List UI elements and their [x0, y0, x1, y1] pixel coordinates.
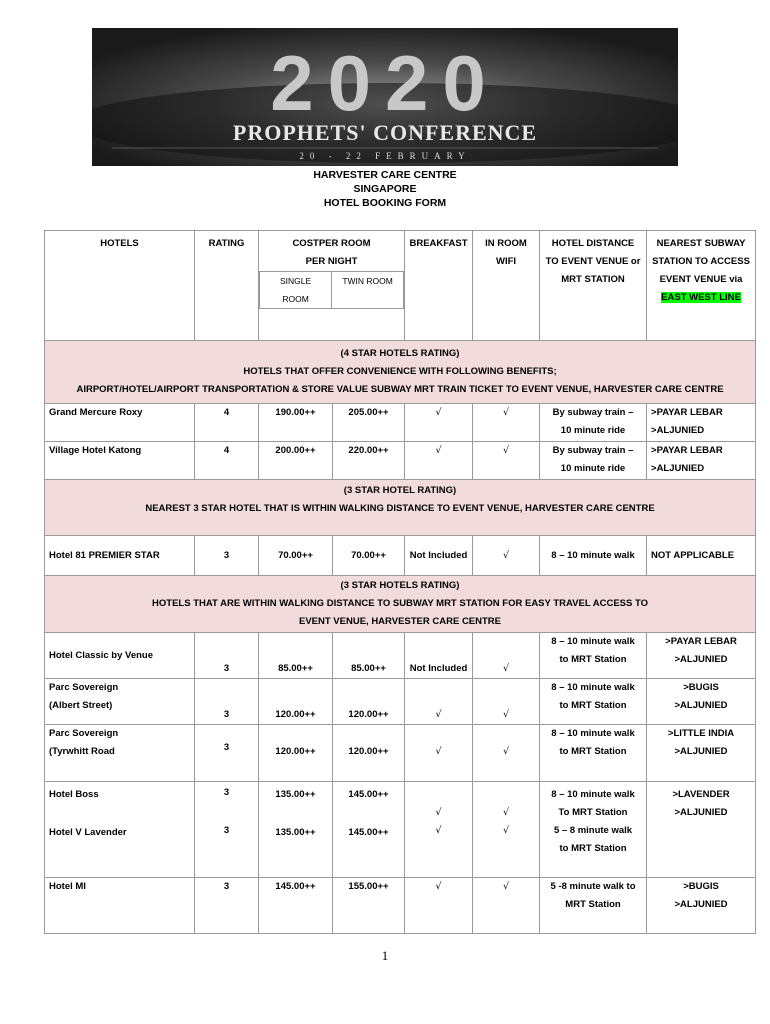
section-title: (4 STAR HOTELS RATING): [340, 348, 460, 359]
col-cost: [259, 231, 405, 341]
hotel-row: [45, 536, 756, 576]
breakfast-status: Not Included: [405, 633, 473, 679]
hotel-rating: [195, 782, 259, 878]
distance-line: By subway train –: [552, 407, 634, 418]
hotel-row: [45, 725, 756, 782]
wifi-check: √: [473, 725, 540, 782]
wifi-check: √: [473, 679, 540, 725]
nearest-station: [647, 679, 756, 725]
hotel-rating: 3: [195, 536, 259, 576]
section-3-star-nearest: [45, 480, 756, 536]
hotel-rating: 4: [195, 442, 259, 480]
rating-value: 3: [223, 825, 230, 836]
hotel-row: [45, 878, 756, 934]
section-3-star-walking: [45, 576, 756, 633]
heading-form-title: HOTEL BOOKING FORM: [323, 197, 447, 209]
hotel-distance: 8 – 10 minute walk: [540, 536, 647, 576]
breakfast-check: √: [405, 442, 473, 480]
hotel-name-line: (Tyrwhitt Road: [49, 746, 115, 757]
station-line: >LITTLE INDIA: [667, 728, 735, 739]
hotel-distance: [540, 782, 647, 878]
hotel-distance: [540, 679, 647, 725]
hotel-row: [45, 404, 756, 442]
hotel-name: Hotel MI: [45, 878, 195, 934]
station-line: >LAVENDER: [672, 789, 730, 800]
distance-line: 5 – 8 minute walk: [553, 825, 633, 836]
section-title: (3 STAR HOTELS RATING): [340, 580, 460, 591]
station-line: >ALJUNIED: [674, 654, 728, 665]
section-title: (3 STAR HOTEL RATING): [343, 485, 457, 496]
hotel-name-line: Parc Sovereign: [49, 682, 119, 693]
single-room-price: [259, 782, 333, 878]
hotel-booking-table: [44, 230, 756, 934]
conference-banner: [92, 28, 678, 166]
check-mark: √: [502, 807, 510, 818]
col-cost-label: COSTPER ROOM PER NIGHT: [292, 238, 371, 267]
station-line: >BUGIS: [683, 881, 719, 892]
check-mark: √: [435, 807, 442, 818]
section-description: HOTELS THAT ARE WITHIN WALKING DISTANCE TO SUBWAY MRT STATION FOR EASY TRAVEL ACCESS TO: [152, 598, 648, 609]
wifi-check: √: [473, 536, 540, 576]
twin-room-price: 120.00++: [333, 725, 405, 782]
breakfast-check: √: [405, 404, 473, 442]
col-nearest: [647, 231, 756, 341]
twin-room-price: 85.00++: [333, 633, 405, 679]
single-room-price: 190.00++: [259, 404, 333, 442]
distance-line: to MRT Station: [559, 654, 627, 665]
twin-room-price: 120.00++: [333, 679, 405, 725]
section-description: EVENT VENUE, HARVESTER CARE CENTRE: [299, 616, 501, 627]
banner-year: 2020: [270, 39, 500, 127]
twin-room-price: 70.00++: [333, 536, 405, 576]
hotel-row: [45, 633, 756, 679]
single-room-price: 145.00++: [259, 878, 333, 934]
price-value: 145.00++: [348, 827, 389, 838]
distance-line: By subway train –: [552, 445, 634, 456]
price-value: 135.00++: [275, 789, 316, 800]
single-room-price: 70.00++: [259, 536, 333, 576]
hotel-name-line: Hotel Boss: [49, 789, 99, 800]
hotel-name: Grand Mercure Roxy: [45, 404, 195, 442]
breakfast-check: √: [405, 679, 473, 725]
price-value: 135.00++: [275, 827, 316, 838]
hotel-distance: [540, 633, 647, 679]
station-line: >ALJUNIED: [674, 700, 728, 711]
station-line: >ALJUNIED: [651, 425, 705, 436]
twin-room-price: 205.00++: [333, 404, 405, 442]
col-wifi: IN ROOM WIFI: [473, 231, 540, 341]
nearest-station: [647, 878, 756, 934]
twin-room-price: [333, 782, 405, 878]
hotel-name: Hotel 81 PREMIER STAR: [45, 536, 195, 576]
hotel-name: [45, 725, 195, 782]
rating-value: 3: [223, 787, 230, 798]
distance-line: 8 – 10 minute walk: [551, 636, 635, 647]
distance-line: 8 – 10 minute walk: [551, 728, 635, 739]
nearest-station: NOT APPLICABLE: [647, 536, 756, 576]
section-description: AIRPORT/HOTEL/AIRPORT TRANSPORTATION & STORE VALUE SUBWAY MRT TRAIN TICKET TO EVENT VENUE, HARVESTER CARE CENTRE: [76, 384, 724, 395]
wifi-check: √: [473, 878, 540, 934]
distance-line: to MRT Station: [559, 746, 627, 757]
hotel-row: [45, 679, 756, 725]
station-line: >ALJUNIED: [674, 746, 728, 757]
col-breakfast: BREAKFAST: [405, 231, 473, 341]
col-distance: HOTEL DISTANCE TO EVENT VENUE or MRT STATION: [540, 231, 647, 341]
heading-organization: HARVESTER CARE CENTRE: [313, 169, 457, 181]
breakfast-check: √: [405, 878, 473, 934]
distance-line: 8 – 10 minute walk: [551, 682, 635, 693]
hotel-row: [45, 442, 756, 480]
distance-line: 8 – 10 minute walk: [551, 789, 635, 800]
distance-line: to MRT Station: [559, 700, 627, 711]
banner-title: PROPHETS' CONFERENCE: [232, 120, 538, 145]
cost-subheader: [259, 271, 404, 309]
single-room-price: 120.00++: [259, 725, 333, 782]
breakfast-check: [405, 782, 473, 878]
wifi-check: √: [473, 404, 540, 442]
hotel-name: [45, 679, 195, 725]
check-mark: √: [435, 825, 442, 836]
wifi-check: √: [473, 442, 540, 480]
header-row: [45, 231, 756, 341]
station-line: >PAYAR LEBAR: [651, 445, 723, 456]
single-room-price: 120.00++: [259, 679, 333, 725]
section-4-star: [45, 341, 756, 404]
wifi-check: √: [473, 633, 540, 679]
single-room-price: 85.00++: [259, 633, 333, 679]
col-single: SINGLE ROOM: [260, 272, 332, 309]
distance-line: MRT Station: [565, 899, 621, 910]
single-room-price: 200.00++: [259, 442, 333, 480]
nearest-station: [647, 782, 756, 878]
page-number: 1: [381, 948, 389, 963]
nearest-station: [647, 633, 756, 679]
col-twin: TWIN ROOM: [332, 272, 404, 309]
hotel-rating: 3: [195, 679, 259, 725]
hotel-name-line: (Albert Street): [49, 700, 113, 711]
section-description: HOTELS THAT OFFER CONVENIENCE WITH FOLLOWING BENEFITS;: [243, 366, 557, 377]
col-hotels: HOTELS: [45, 231, 195, 341]
hotel-name: [45, 782, 195, 878]
col-rating: RATING: [195, 231, 259, 341]
distance-line: to MRT Station: [559, 843, 627, 854]
section-description: NEAREST 3 STAR HOTEL THAT IS WITHIN WALKING DISTANCE TO EVENT VENUE, HARVESTER CARE CENTRE: [145, 503, 655, 514]
check-mark: √: [502, 825, 510, 836]
station-line: >ALJUNIED: [674, 899, 728, 910]
breakfast-status: Not Included: [405, 536, 473, 576]
station-line: >ALJUNIED: [674, 807, 728, 818]
hotel-name: Village Hotel Katong: [45, 442, 195, 480]
wifi-check: [473, 782, 540, 878]
nearest-station: [647, 404, 756, 442]
nearest-station: [647, 442, 756, 480]
hotel-rating: 3: [195, 878, 259, 934]
hotel-name-line: Parc Sovereign: [49, 728, 119, 739]
hotel-rating: 4: [195, 404, 259, 442]
hotel-name-line: Hotel V Lavender: [49, 827, 127, 838]
hotel-rating: 3: [195, 725, 259, 782]
price-value: 145.00++: [348, 789, 389, 800]
station-line: >PAYAR LEBAR: [665, 636, 737, 647]
hotel-distance: [540, 878, 647, 934]
station-line: >PAYAR LEBAR: [651, 407, 723, 418]
col-nearest-label: NEAREST SUBWAY STATION TO ACCESS EVENT VENUE via: [652, 238, 750, 285]
distance-line: 10 minute ride: [560, 425, 626, 436]
breakfast-check: √: [405, 725, 473, 782]
hotel-distance: [540, 725, 647, 782]
banner-dates: 20 - 22 FEBRUARY: [299, 151, 471, 161]
hotel-rating: 3: [195, 633, 259, 679]
station-line: >BUGIS: [683, 682, 719, 693]
hotel-distance: [540, 442, 647, 480]
twin-room-price: 155.00++: [333, 878, 405, 934]
distance-line: 5 -8 minute walk to: [550, 881, 636, 892]
station-line: >ALJUNIED: [651, 463, 705, 474]
nearest-station: [647, 725, 756, 782]
distance-line: To MRT Station: [558, 807, 628, 818]
hotel-distance: [540, 404, 647, 442]
heading-location: SINGAPORE: [353, 183, 417, 195]
east-west-line-highlight: EAST WEST LINE: [661, 292, 741, 303]
distance-line: 10 minute ride: [560, 463, 626, 474]
twin-room-price: 220.00++: [333, 442, 405, 480]
hotel-name: Hotel Classic by Venue: [45, 633, 195, 679]
hotel-row-group: [45, 782, 756, 878]
